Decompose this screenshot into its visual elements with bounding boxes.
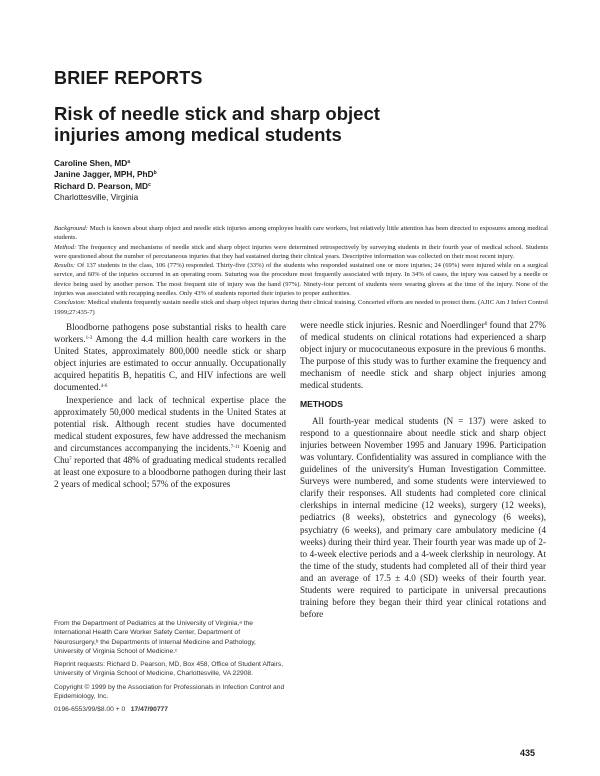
article-title bbox=[54, 103, 554, 145]
author: Janine Jagger, MPH, PhD$^b$ bbox=[54, 169, 157, 180]
author: Caroline Shen, $MD^a$ bbox=[54, 158, 131, 168]
author-list bbox=[54, 158, 157, 203]
footnote-reprints: Reprint requests: Richard D. Pearson, MD, Box 458, Office of Student Affairs, University of Virginia School of Medicine, Charlottesville, VA 22908. bbox=[54, 661, 284, 678]
abstract-results: Results: Of 137 students in the class, 106 (77%) responded. Thirty-five (33%) of the students who responded sustained one or more injuries; 24 (69%) were injured while on a surgical service, and 60% of the injuries occurred in an operating room. Suturing was the procedure most frequently associated with injury. In 34% of cases, the injury was caused by a needle or device being used by another person. The most frequent site of injury was the hand (97%). Ninety-four percent of students were wearing gloves at the time of the injury. None of the injuries was associated with recapping needles. Only 43% of students reported their injuries to proper authorities. bbox=[54, 262, 548, 298]
author: Richard D. Pearson, $MD^c$ bbox=[54, 180, 151, 191]
author-location: Charlottesville, Virginia bbox=[54, 191, 139, 202]
abstract-conclusion: Conclusion: Medical students frequently sustain needle stick and sharp object injuries during their clinical training. Concerted efforts are needed to protect them. (AJIC Am J Infect Control 1999;27:435-7) bbox=[54, 299, 548, 316]
footnote-code: 0196-6553/99/$8.00 + 0 17/47/90777 bbox=[54, 706, 168, 714]
body-paragraph: were needle stick injuries. Resnic and Noerdlinger$^8$ found that 27% of medical students on clinical rotations had experienced a sharp object injury or mucocutaneous exposure in the previous 6 months. The purpose of this study was to further examine the frequency and mechanism of needle stick and sharp object injuries among medical students. bbox=[300, 320, 546, 391]
title-line-1: Risk of needle stick and sharp object bbox=[54, 103, 380, 124]
page-number: 435 bbox=[520, 748, 536, 758]
abstract-method: Method: The frequency and mechanisms of needle stick and sharp object injuries were determined retrospectively by surveying students in their fourth year of medical school. Students were questioned about the number of percutaneous injuries that they had sustained during their clinical years. Descriptive information was collected on their most recent injury. bbox=[54, 243, 548, 260]
abstract bbox=[54, 224, 548, 317]
methods-heading: METHODS bbox=[300, 398, 343, 409]
footnote-affiliation: From the Department of Pediatrics at the University of Virginia,ᵃ the International Health Care Worker Safety Center, Department of Neurosurgery,ᵇ the Departments of Internal Medicine and Pathology, University of Virginia School of Medicine.ᶜ bbox=[54, 620, 256, 655]
body-paragraph: All fourth-year medical students (N = 137) were asked to respond to a questionnaire about needle stick and sharp object injuries between November 1995 and January 1996. Participation was voluntary. Confidentiality was assured in compliance with the guidelines of the university's Human Investigation Committee. Surveys were numbered, and some students were interviewed to clarify their responses. All students had completed core clinical clerkships in internal medicine (12 weeks), surgery (12 weeks), pediatrics (8 weeks), obstetrics and gynecology (6 weeks), psychiatry (6 weeks), and primary care ambulatory medicine (4 weeks) during their third year. Their fourth year was made up of 2- to 4-week elective periods and a 4-week clerkship in neurology. At the time of the study, students had completed all of their third year and an average of 17.5 ± 4.0 (SD) weeks of their fourth year. Students were required to participate in universal precautions training before they began their third year clinical rotations and before bbox=[300, 415, 546, 620]
footnote bbox=[54, 619, 286, 719]
abstract-background: Background: Much is known about sharp object and needle stick injuries among employee health care workers, but relatively little attention has been directed to exposures among medical students. bbox=[54, 225, 548, 242]
body-paragraph: Inexperience and lack of technical expertise place the approximately 50,000 medical students in the United States at potential risk. Although recent studies have documented medical student exposures, few have addressed the mechanism and circumstances accompanying the incidents.$^{7-11}$ Koenig and Chu$^7$ reported that 48% of graduating medical students recalled at least one exposure to a bloodborne pathogen during their last 2 years of medical school; 57% of the exposures bbox=[54, 394, 286, 490]
body-paragraph: Bloodborne pathogens pose substantial risks to health care workers.$^{1-3}$ Among the 4.4 million health care workers in the United States, approximately 800,000 needle stick or sharp object injuries are estimated to occur annually. Occupationally acquired hepatitis B, hepatitis C, and HIV infections are well documented.$^{4-6}$ bbox=[54, 322, 286, 393]
body-column-left bbox=[54, 321, 286, 490]
body-column-right bbox=[300, 319, 546, 620]
footnote-copyright: Copyright © 1999 by the Association for Professionals in Infection Control and Epidemiology, Inc. bbox=[54, 683, 285, 701]
section-label: BRIEF REPORTS bbox=[54, 68, 203, 88]
title-line-2: injuries among medical students bbox=[54, 124, 342, 145]
